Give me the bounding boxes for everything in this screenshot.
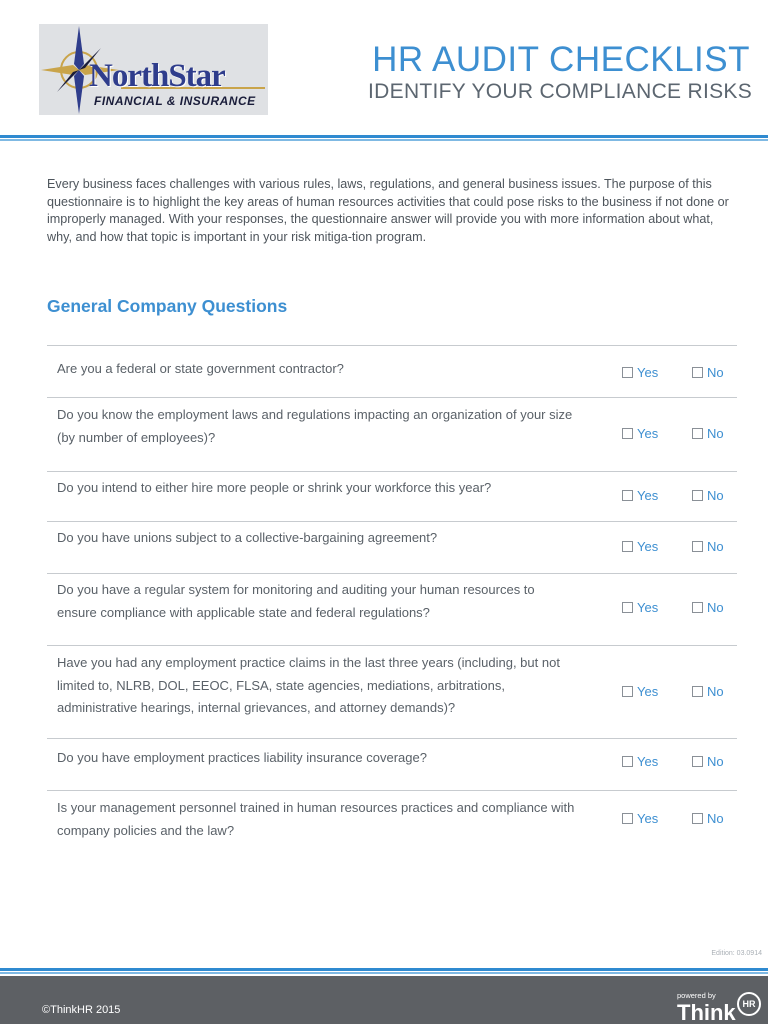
no-checkbox[interactable] — [692, 600, 724, 615]
question-text: Is your management personnel trained in human resources practices and compliance with company policies and the law? — [57, 800, 575, 838]
question-row — [47, 790, 737, 848]
yes-checkbox[interactable] — [622, 488, 658, 503]
yes-label: Yes — [637, 365, 659, 380]
question-text: Do you intend to either hire more people or shrink your workforce this year? — [57, 480, 492, 495]
checkbox-icon — [622, 813, 633, 824]
no-checkbox[interactable] — [692, 488, 724, 503]
no-checkbox[interactable] — [692, 365, 724, 380]
yes-label: Yes — [637, 539, 659, 554]
question-text: Do you have unions subject to a collective-bargaining agreement? — [57, 530, 438, 545]
question-row — [47, 573, 737, 645]
company-logo — [39, 24, 268, 115]
footer-divider-light — [0, 972, 768, 974]
checkbox-icon — [622, 428, 633, 439]
no-label: No — [707, 426, 724, 441]
checkbox-icon — [692, 490, 703, 501]
intro-paragraph: Every business faces challenges with various rules, laws, regulations, and general business issues. The purpose of this questionnaire is to highlight the key areas of human resources activities that could pose risks to the business if not done or improperly managed. With your responses, the questionnaire answer will provide you with more information about what, why, and how that topic is important in your risk mitiga-tion program. — [47, 177, 729, 244]
question-row — [47, 345, 737, 397]
yes-label: Yes — [637, 754, 659, 769]
no-checkbox[interactable] — [692, 811, 724, 826]
page-subtitle: IDENTIFY YOUR COMPLIANCE RISKS — [368, 80, 752, 103]
header-divider — [0, 135, 768, 138]
edition-label: Edition: 03.0914 — [711, 950, 762, 957]
no-checkbox[interactable] — [692, 426, 724, 441]
footer-divider — [0, 968, 768, 971]
question-row — [47, 645, 737, 738]
no-label: No — [707, 600, 724, 615]
checkbox-icon — [622, 541, 633, 552]
header-divider-light — [0, 139, 768, 141]
hr-badge-icon: HR — [737, 992, 761, 1016]
no-label: No — [707, 488, 724, 503]
yes-checkbox[interactable] — [622, 539, 658, 554]
checkbox-icon — [692, 602, 703, 613]
logo-brand-name: NorthStar — [89, 58, 225, 94]
powered-by-label: powered by — [677, 991, 716, 1000]
question-row — [47, 738, 737, 790]
checkbox-icon — [692, 541, 703, 552]
no-checkbox[interactable] — [692, 539, 724, 554]
question-text: Have you had any employment practice claims in the last three years (including, but not limited to, NLRB, DOL, EEOC, FLSA, state agencies, mediations, arbitrations, administrative hearings, internal grievances, and attorney demands)? — [57, 655, 560, 715]
checkbox-icon — [692, 367, 703, 378]
no-label: No — [707, 365, 724, 380]
question-text: Do you have employment practices liability insurance coverage? — [57, 750, 427, 765]
footer-bar — [0, 976, 768, 1024]
thinkhr-logo: Think — [677, 1000, 736, 1025]
question-text: Are you a federal or state government contractor? — [57, 361, 344, 376]
yes-checkbox[interactable] — [622, 365, 658, 380]
checkbox-icon — [622, 602, 633, 613]
checkbox-icon — [692, 428, 703, 439]
question-row — [47, 397, 737, 471]
yes-checkbox[interactable] — [622, 811, 658, 826]
question-row — [47, 521, 737, 573]
yes-checkbox[interactable] — [622, 684, 658, 699]
no-checkbox[interactable] — [692, 754, 724, 769]
question-row — [47, 471, 737, 521]
yes-checkbox[interactable] — [622, 600, 658, 615]
yes-label: Yes — [637, 488, 659, 503]
question-text: Do you have a regular system for monitoring and auditing your human resources to ensure compliance with applicable state and federal regulations? — [57, 582, 535, 620]
yes-label: Yes — [637, 600, 659, 615]
no-label: No — [707, 811, 724, 826]
checkbox-icon — [692, 756, 703, 767]
checkbox-icon — [622, 686, 633, 697]
yes-checkbox[interactable] — [622, 426, 658, 441]
question-text: Do you know the employment laws and regulations impacting an organization of your size (by number of employees)? — [57, 407, 573, 445]
checkbox-icon — [622, 490, 633, 501]
section-title: General Company Questions — [47, 296, 288, 316]
yes-checkbox[interactable] — [622, 754, 658, 769]
no-label: No — [707, 754, 724, 769]
no-label: No — [707, 539, 724, 554]
no-checkbox[interactable] — [692, 684, 724, 699]
checkbox-icon — [622, 367, 633, 378]
no-label: No — [707, 684, 724, 699]
yes-label: Yes — [637, 426, 659, 441]
question-list — [47, 345, 737, 848]
checkbox-icon — [622, 756, 633, 767]
checkbox-icon — [692, 813, 703, 824]
yes-label: Yes — [637, 684, 659, 699]
checkbox-icon — [692, 686, 703, 697]
copyright-text: ©ThinkHR 2015 — [42, 1004, 121, 1016]
logo-tagline: FINANCIAL & INSURANCE — [94, 94, 256, 108]
page-title: HR AUDIT CHECKLIST — [372, 40, 750, 79]
yes-label: Yes — [637, 811, 659, 826]
